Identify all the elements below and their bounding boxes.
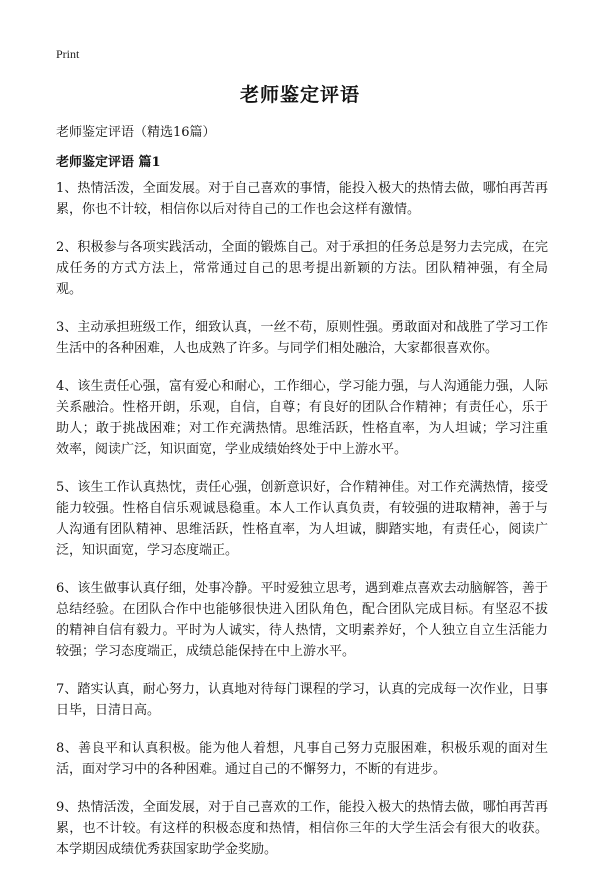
paragraph-9: 9、热情活泼，全面发展，对于自己喜欢的工作，能投入极大的热情去做，哪怕再苦再累，也不计较。有这样的积极态度和热情，相信你三年的大学生活会有很大的收获。本学期因成绩优秀获国家助学金奖励。 bbox=[56, 800, 548, 857]
document-body bbox=[56, 178, 548, 877]
paragraph-1: 1、热情活泼，全面发展。对于自己喜欢的事情，能投入极大的热情去做，哪怕再苦再累，你也不计较，相信你以后对待自己的工作也会这样有激情。 bbox=[56, 181, 548, 217]
paragraph-8: 8、善良平和认真积极。能为他人着想，凡事自己努力克服困难，积极乐观的面对生活，面对学习中的各种困难。通过自己的不懈努力，不断的有进步。 bbox=[56, 741, 548, 777]
paragraph-7: 7、踏实认真，耐心努力，认真地对待每门课程的学习，认真的完成每一次作业，日事日毕，日清日高。 bbox=[56, 682, 548, 718]
document-title: 老师鉴定评语 bbox=[239, 84, 360, 106]
document-subtitle: 老师鉴定评语（精选16篇） bbox=[56, 125, 216, 140]
paragraph-2: 2、积极参与各项实践活动，全面的锻炼自己。对于承担的任务总是努力去完成，在完成任务的方式方法上，常常通过自己的思考提出新颖的方法。团队精神强，有全局观。 bbox=[56, 240, 548, 297]
paragraph-4: 4、该生责任心强，富有爱心和耐心，工作细心，学习能力强，与人沟通能力强，人际关系融洽。性格开朗，乐观，自信，自尊；有良好的团队合作精神；有责任心，乐于助人；敢于挑战困难；对工作充满热情。思维活跃，性格直率，为人坦诚；学习注重效率，阅读广泛，知识面宽，学业成绩始终处于中上游水平。 bbox=[56, 379, 548, 457]
paragraph-6: 6、该生做事认真仔细，处事冷静。平时爱独立思考，遇到难点喜欢去动脑解答，善于总结经验。在团队合作中也能够很快进入团队角色，配合团队完成目标。有坚忍不拔的精神自信有毅力。平时为人诚实，待人热情，文明素养好，个人独立自立生活能力较强；学习态度端正，成绩总能保持在中上游水平。 bbox=[56, 581, 548, 659]
paragraph-5: 5、该生工作认真热忱，责任心强，创新意识好，合作精神佳。对工作充满热情，接受能力较强。性格自信乐观诚恳稳重。本人工作认真负责，有较强的进取精神，善于与人沟通有团队精神、思维活跃，性格直率，为人坦诚，脚踏实地，有责任心，阅读广泛，知识面宽，学习态度端正。 bbox=[56, 480, 548, 558]
print-link[interactable]: Print bbox=[56, 47, 80, 61]
section-heading: 老师鉴定评语 篇1 bbox=[56, 155, 161, 170]
paragraph-3: 3、主动承担班级工作，细致认真，一丝不苟，原则性强。勇敢面对和战胜了学习工作生活中的各种困难，人也成熟了许多。与同学们相处融洽，大家都很喜欢你。 bbox=[56, 320, 548, 356]
